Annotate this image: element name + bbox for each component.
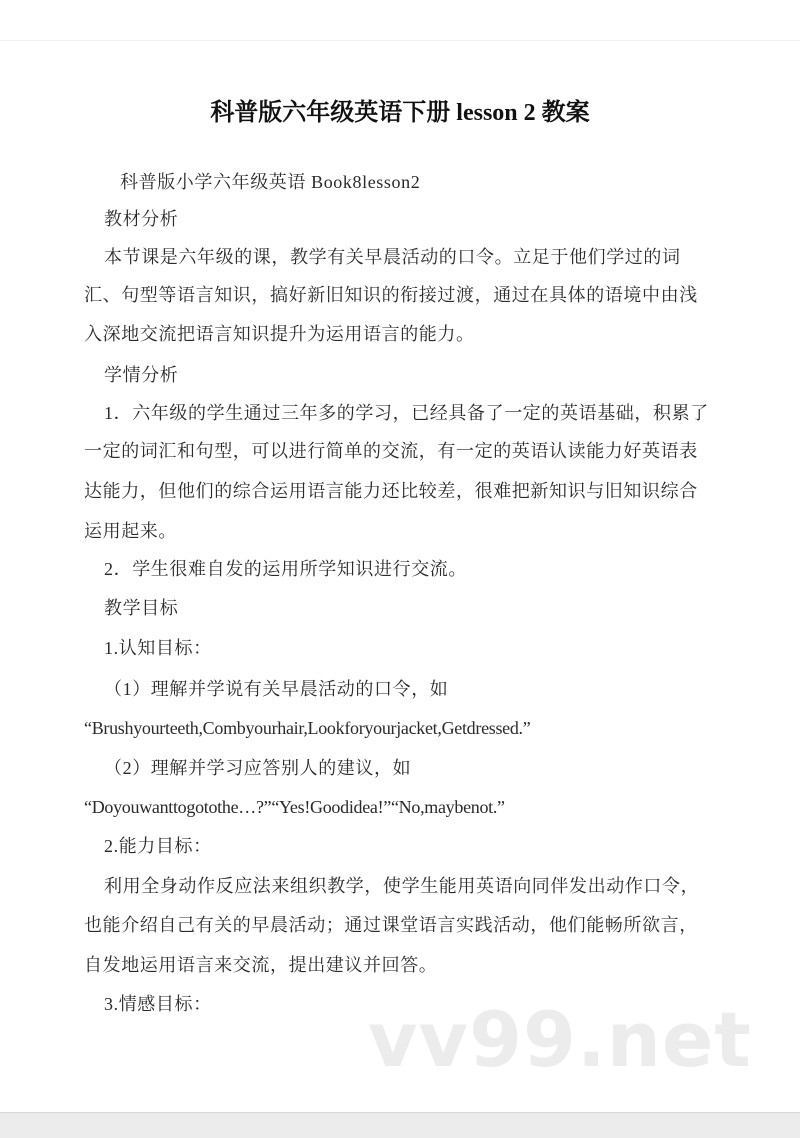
section-heading: 教材分析	[104, 209, 179, 229]
watermark: vv99.net	[368, 995, 752, 1084]
paragraph-line: 也能介绍自己有关的早晨活动；通过课堂语言实践活动，他们能畅所欲言，	[84, 915, 698, 935]
section-heading: 教学目标	[104, 598, 179, 618]
divider	[0, 40, 800, 41]
paragraph-line: 一定的词汇和句型，可以进行简单的交流，有一定的英语认读能力好英语表	[84, 441, 698, 461]
paragraph-line: 达能力，但他们的综合运用语言能力还比较差，很难把新知识与旧知识综合	[84, 481, 698, 501]
subsection-heading: 3.情感目标：	[104, 994, 212, 1014]
paragraph-line: 2．学生很难自发的运用所学知识进行交流。	[104, 559, 467, 579]
subtitle-line: 科普版小学六年级英语 Book8lesson2	[120, 172, 421, 192]
paragraph-line: 1．六年级的学生通过三年多的学习，已经具备了一定的英语基础，积累了	[104, 403, 709, 423]
subsection-heading: 2.能力目标：	[104, 836, 212, 856]
paragraph-line: 运用起来。	[84, 521, 177, 541]
paragraph-line: 本节课是六年级的课，教学有关早晨活动的口令。立足于他们学过的词	[104, 247, 681, 267]
paragraph-line: 自发地运用语言来交流，提出建议并回答。	[84, 955, 438, 975]
page-bottom-edge	[0, 1112, 800, 1138]
subsection-heading: 1.认知目标：	[104, 638, 212, 658]
paragraph-line: 入深地交流把语言知识提升为运用语言的能力。	[84, 324, 475, 344]
english-example-line: “Brushyourteeth,Combyourhair,Lookforyourjacket,Getdressed.”	[84, 718, 531, 738]
paragraph-line: （2）理解并学习应答别人的建议，如	[104, 758, 412, 778]
paragraph-line: 汇、句型等语言知识，搞好新旧知识的衔接过渡，通过在具体的语境中由浅	[84, 285, 698, 305]
paragraph-line: （1）理解并学说有关早晨活动的口令，如	[104, 679, 449, 699]
paragraph-line: 利用全身动作反应法来组织教学，使学生能用英语向同伴发出动作口令，	[104, 876, 700, 896]
document-title: 科普版六年级英语下册 lesson 2 教案	[210, 100, 590, 126]
english-example-line: “Doyouwanttogotothe…?”“Yes!Goodidea!”“No,maybenot.”	[84, 797, 505, 817]
section-heading: 学情分析	[104, 365, 179, 385]
